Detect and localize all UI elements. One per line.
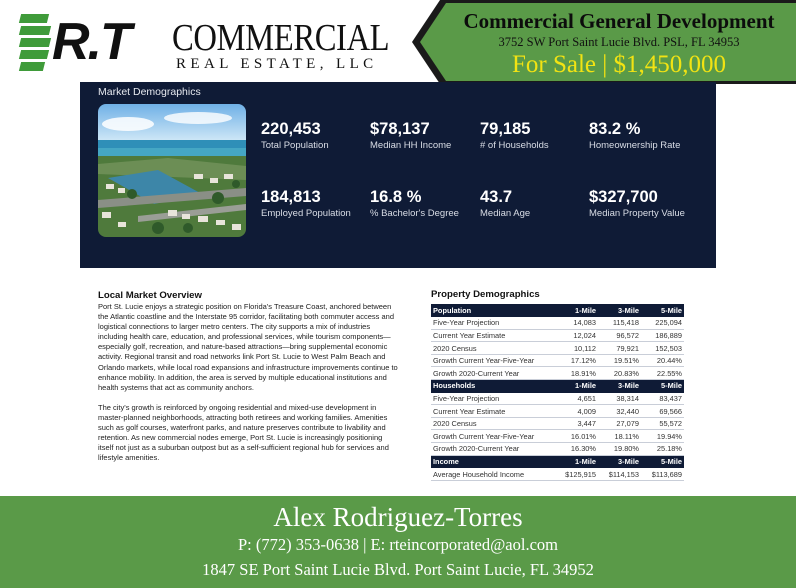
table-cell: 38,314 [598,392,641,405]
header [0,0,796,84]
table-row [431,342,684,355]
table-section-header [431,304,684,317]
market-demographics-title: Market Demographics [98,86,201,98]
stat-homeownership-value: 83.2 % [589,120,641,138]
table-cell: 19.51% [598,354,641,367]
table-cell: 22.55% [641,367,684,380]
stat-total-population-label: Total Population [261,140,329,151]
table-cell: 4,651 [556,392,598,405]
table-cell: 27,079 [598,417,641,430]
table-cell: 96,572 [598,329,641,342]
table-cell: 12,024 [556,329,598,342]
table-row [431,329,684,342]
table-cell: 79,921 [598,342,641,355]
table-section-header [431,455,684,468]
table-cell: Growth Current Year-Five-Year [431,354,556,367]
logo-stripes-icon [20,14,50,72]
sale-price: For Sale | $1,450,000 [511,51,727,78]
table-cell: 18.91% [556,367,598,380]
table-cell: 2020 Census [431,417,556,430]
table-header-cell: 3-Mile [598,380,641,393]
table-header-cell: Population [431,304,556,317]
table-row [431,392,684,405]
overview-paragraph: Port St. Lucie enjoys a strategic position on Florida's Treasure Coast, anchored between the Atlantic coastline and the Interstate 95 corridor, facilitating both commuter access and logistical connections to larger metro centers. The city supports a mix of industries including health care, education, and professional services, while tourism components—especially golf, recreation, and nature-based attractions—bring supplemental economic activity. Regional transit and road networks link Port St. Lucie to West Palm Beach and Orlando markets, while local road expansions and infrastructure improvements continue to enhance mobility. In addition, the area is served by multiple educational institutions and health systems that act as community anchors. [98,302,398,392]
table-cell: Growth 2020-Current Year [431,367,556,380]
table-header-cell: 1-Mile [556,380,598,393]
table-header-cell: Income [431,455,556,468]
table-cell: 225,094 [641,317,684,330]
logo-subtitle: REAL ESTATE, LLC [176,56,378,72]
table-row [431,367,684,380]
listing-title: Commercial General Development [463,9,775,33]
table-cell: 4,009 [556,405,598,418]
market-demographics-panel [80,82,716,268]
table-header-cell: 3-Mile [598,455,641,468]
table-row [431,354,684,367]
agent-footer [0,496,796,588]
table-cell: Growth 2020-Current Year [431,443,556,456]
table-cell: 16.30% [556,443,598,456]
agent-address: 1847 SE Port Saint Lucie Blvd. Port Saint Lucie, FL 34952 [202,560,594,579]
stat-median-income-value: $78,137 [370,120,430,138]
stat-median-income-label: Median HH Income [370,140,452,151]
table-cell: Growth Current Year-Five-Year [431,430,556,443]
table-cell: 16.01% [556,430,598,443]
table-cell: $125,915 [556,468,598,481]
stat-employed-population-value: 184,813 [261,188,321,206]
table-header-cell: Households [431,380,556,393]
table-cell: 32,440 [598,405,641,418]
table-cell: 14,083 [556,317,598,330]
overview-title: Local Market Overview [98,290,202,301]
agent-contact: P: (772) 353-0638 | E: rteincorporated@aol.com [237,535,558,554]
table-row [431,468,684,481]
stat-households-value: 79,185 [480,120,531,138]
aerial-photo [98,104,246,237]
logo-name: COMMERCIAL [172,17,390,59]
table-cell: 25.18% [641,443,684,456]
table-row [431,317,684,330]
table-header-cell: 1-Mile [556,304,598,317]
stat-households-label: # of Households [480,140,549,151]
table-cell: $114,153 [598,468,641,481]
agent-name: Alex Rodriguez-Torres [273,502,523,532]
table-cell: 19.80% [598,443,641,456]
table-cell: Five-Year Projection [431,392,556,405]
table-cell: 10,112 [556,342,598,355]
table-cell: 20.83% [598,367,641,380]
table-header-cell: 5-Mile [641,380,684,393]
table-header-cell: 1-Mile [556,455,598,468]
stat-property-value-value: $327,700 [589,188,658,206]
table-cell: 18.11% [598,430,641,443]
table-cell: 17.12% [556,354,598,367]
table-cell: 115,418 [598,317,641,330]
table-section-header [431,380,684,393]
table-cell: Current Year Estimate [431,405,556,418]
listing-address: 3752 SW Port Saint Lucie Blvd. PSL, FL 34953 [498,35,740,49]
table-cell: Average Household Income [431,468,556,481]
table-cell: 19.94% [641,430,684,443]
table-cell: 55,572 [641,417,684,430]
table-cell: 20.44% [641,354,684,367]
overview-paragraph: The city's growth is reinforced by ongoing residential and mixed-use development in master-planned neighborhoods, attracting both retirees and working families. Amenities such as golf courses, waterfront parks, and nature preserves contribute to livability and retention. As new commercial nodes emerge, Port St. Lucie is increasingly positioning itself not just as a suburban outpost but as a self-sufficient regional hub for services and lifestyle amenities. [98,402,389,463]
stat-homeownership-label: Homeownership Rate [589,140,681,151]
table-row [431,430,684,443]
stat-bachelors-value: 16.8 % [370,188,422,206]
stat-employed-population-label: Employed Population [261,208,351,219]
table-row [431,405,684,418]
table-cell: 152,503 [641,342,684,355]
table-cell: Five-Year Projection [431,317,556,330]
table-header-cell: 3-Mile [598,304,641,317]
stat-median-age-label: Median Age [480,208,531,219]
property-demographics-table [431,304,684,481]
table-row [431,443,684,456]
table-cell: 83,437 [641,392,684,405]
table-header-cell: 5-Mile [641,304,684,317]
table-row [431,417,684,430]
table-cell: 69,566 [641,405,684,418]
table-header-cell: 5-Mile [641,455,684,468]
stat-total-population-value: 220,453 [261,120,321,138]
table-cell: Current Year Estimate [431,329,556,342]
local-market-overview [98,290,398,463]
table-cell: 3,447 [556,417,598,430]
property-demographics [431,289,684,481]
stat-bachelors-label: % Bachelor's Degree [370,208,459,219]
stat-median-age-value: 43.7 [480,188,513,206]
property-demographics-title: Property Demographics [431,289,540,300]
logo-initials: R.T [52,13,130,71]
table-cell: 186,889 [641,329,684,342]
stat-property-value-label: Median Property Value [589,208,685,219]
table-cell: 2020 Census [431,342,556,355]
company-logo [20,12,390,74]
table-cell: $113,689 [641,468,684,481]
